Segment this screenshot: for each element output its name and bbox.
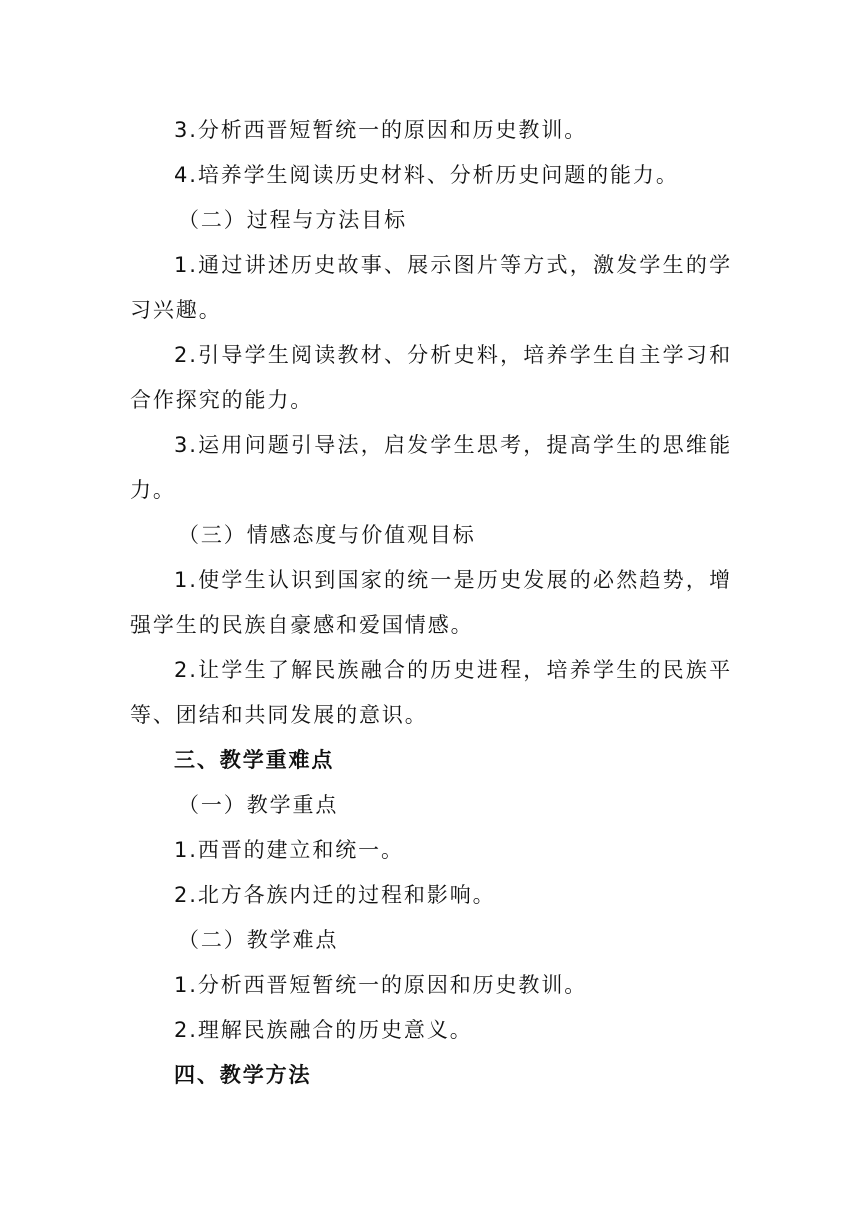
objective-knowledge-item-4: 4.培养学生阅读历史材料、分析历史问题的能力。 <box>174 163 679 187</box>
objective-knowledge-item-3: 3.分析西晋短暂统一的原因和历史教训。 <box>174 118 588 142</box>
difficult-point-item-2: 2.理解民族融合的历史意义。 <box>174 1018 473 1042</box>
objective-process-item-2: 2.引导学生阅读教材、分析史料，培养学生自主学习和合作探究的能力。 <box>130 343 732 412</box>
objective-emotion-item-1: 1.使学生认识到国家的统一是历史发展的必然趋势，增强学生的民族自豪感和爱国情感。 <box>130 568 732 637</box>
key-point-item-1: 1.西晋的建立和统一。 <box>174 838 404 862</box>
subheading-difficult-points: （二）教学难点 <box>178 928 339 952</box>
subheading-emotion-values: （三）情感态度与价值观目标 <box>178 523 476 547</box>
section-heading-teaching-methods: 四、教学方法 <box>174 1063 312 1087</box>
subheading-key-points: （一）教学重点 <box>178 793 339 817</box>
section-heading-key-difficult-points: 三、教学重难点 <box>174 748 335 772</box>
document-body <box>130 108 732 1098</box>
objective-process-item-1: 1.通过讲述历史故事、展示图片等方式，激发学生的学习兴趣。 <box>130 253 732 322</box>
subheading-process-method: （二）过程与方法目标 <box>178 208 407 232</box>
key-point-item-2: 2.北方各族内迁的过程和影响。 <box>174 883 496 907</box>
objective-emotion-item-2: 2.让学生了解民族融合的历史进程，培养学生的民族平等、团结和共同发展的意识。 <box>130 658 732 727</box>
objective-process-item-3: 3.运用问题引导法，启发学生思考，提高学生的思维能力。 <box>130 433 732 502</box>
difficult-point-item-1: 1.分析西晋短暂统一的原因和历史教训。 <box>174 973 588 997</box>
